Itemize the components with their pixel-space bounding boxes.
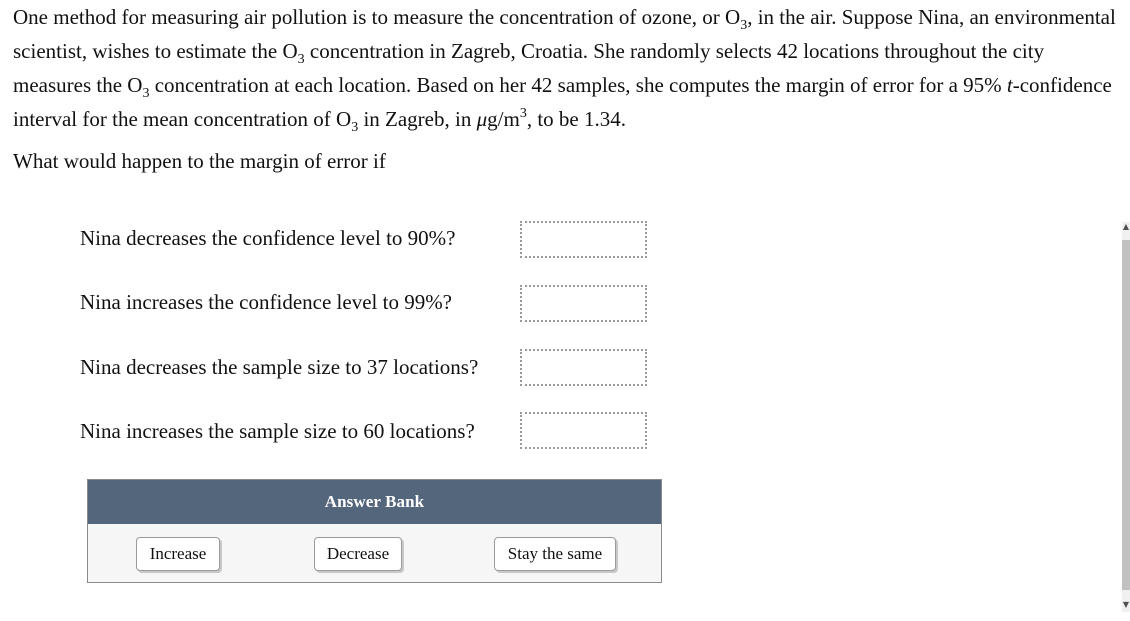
drop-target-3[interactable] (520, 349, 647, 386)
scroll-down-arrow-icon[interactable]: ▼ (1122, 600, 1130, 609)
scrollbar-thumb[interactable] (1122, 240, 1130, 590)
answer-bank-title: Answer Bank (88, 480, 661, 524)
scroll-up-arrow-icon[interactable]: ▲ (1122, 222, 1130, 231)
answer-chip-decrease[interactable]: Decrease (314, 537, 402, 571)
drop-target-4[interactable] (520, 412, 647, 449)
answer-chip-stay-the-same[interactable]: Stay the same (494, 537, 616, 571)
vertical-scrollbar[interactable] (1122, 222, 1130, 612)
item-label-1: Nina decreases the confidence level to 90%? (80, 226, 456, 250)
answer-bank (87, 479, 662, 583)
question-prompt: What would happen to the margin of error if (13, 149, 386, 173)
item-label-2: Nina increases the confidence level to 99%? (80, 290, 453, 314)
question-intro: One method for measuring air pollution is to measure the concentration of ozone, or $O_3$, in the air. Suppose Nina, an environmental scientist, wishes to estimate the $O_3$ concentration in Zagreb, Croatia. She randomly selects 42 locations throughout the city measures the $O_3$ concentration at each location. Based on her 42 samples, she computes the margin of error for a 95% t-confidence interval for the mean concentration of $O_3$ in Zagreb, in $\mu g/m^3$, to be 1.34. (13, 5, 1116, 135)
drop-target-1[interactable] (520, 221, 647, 258)
item-label-4: Nina increases the sample size to 60 locations? (80, 419, 475, 443)
drop-target-2[interactable] (520, 285, 647, 322)
answer-chip-increase[interactable]: Increase (136, 537, 220, 571)
item-label-3: Nina decreases the sample size to 37 locations? (80, 355, 479, 379)
